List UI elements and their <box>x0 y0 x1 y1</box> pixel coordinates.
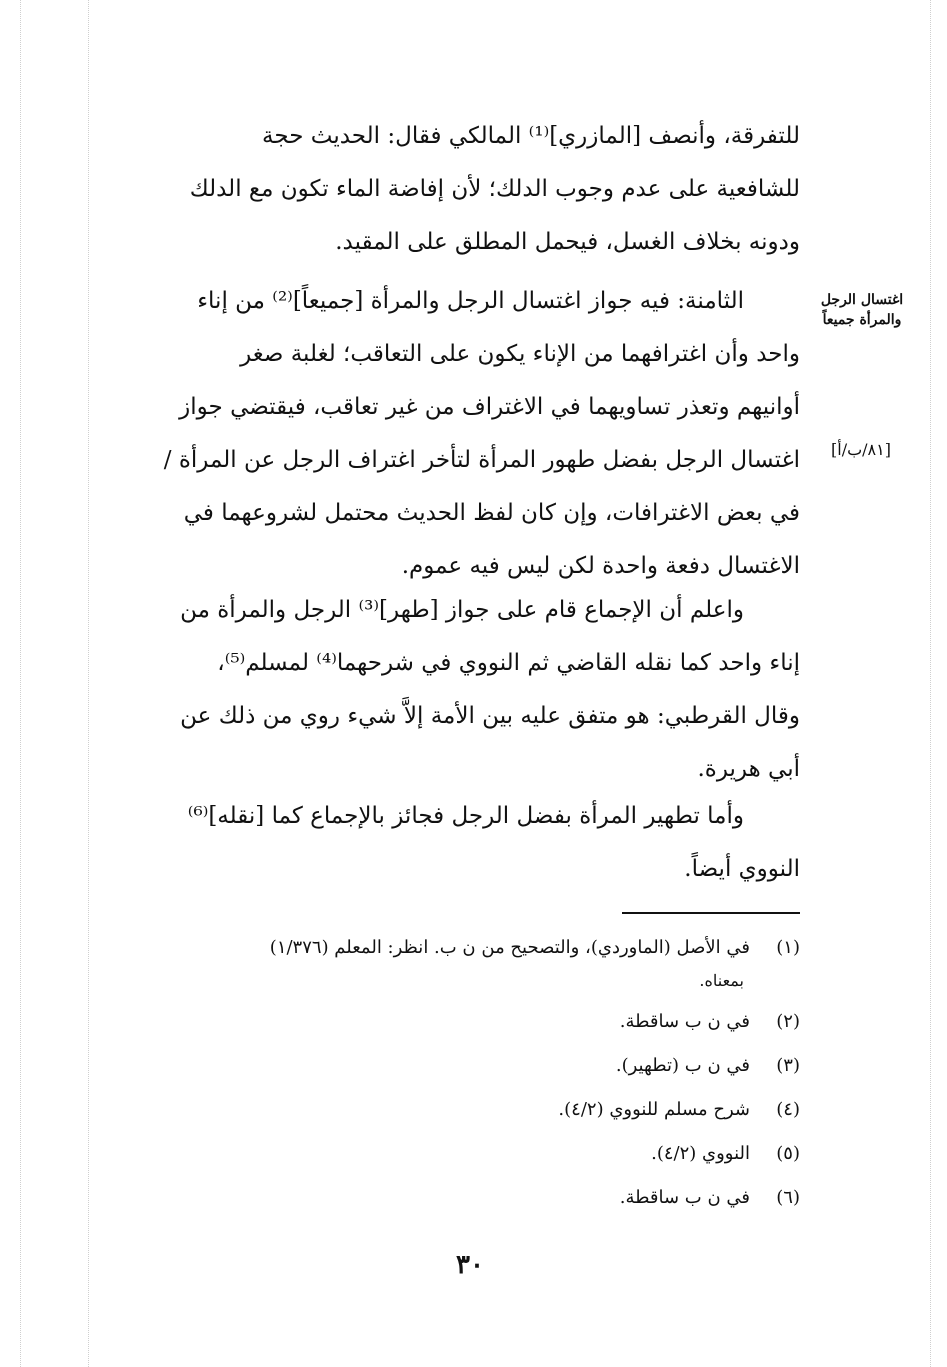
text-line: وقال القرطبي: هو متفق عليه بين الأمة إلاَّ شيء روي من ذلك عن <box>180 703 800 729</box>
footnotes <box>130 926 800 1220</box>
paragraph-3 <box>132 584 800 796</box>
text-line: الاغتسال دفعة واحدة لكن ليس فيه عموم. <box>401 553 800 579</box>
text-line: النووي أيضاً. <box>684 856 800 882</box>
text-line: للشافعية على عدم وجوب الدلك؛ لأن إفاضة الماء تكون مع الدلك <box>189 176 800 202</box>
footnote-text: في ن ب ساقطة. <box>619 1011 750 1032</box>
text-line: أوانيهم وتعذر تساويهما في الاغتراف من غير تعاقب، فيقتضي جواز <box>179 394 800 420</box>
text-line: واحد وأن اغترافهما من الإناء يكون على التعاقب؛ لغلبة صغر <box>240 341 800 367</box>
text-line: واعلم أن الإجماع قام على جواز [طهر]⁽³⁾ الرجل والمرأة من <box>180 597 744 623</box>
margin-topic-note: اغتسال الرجل والمرأة جميعاً <box>820 292 904 328</box>
footnote-number: (٢) <box>776 1011 800 1032</box>
text-line: إناء واحد كما نقله القاضي ثم النووي في شرحهما⁽⁴⁾ لمسلم⁽⁵⁾، <box>217 650 800 676</box>
text-line: أبي هريرة. <box>697 756 800 782</box>
footnote-text: في ن ب ساقطة. <box>619 1187 750 1208</box>
text-line: ودونه بخلاف الغسل، فيحمل المطلق على المقيد. <box>335 229 800 255</box>
footnote-text: في ن ب (تطهير). <box>615 1055 750 1076</box>
text-line: في بعض الاغترافات، وإن كان لفظ الحديث محتمل لشروعهما في <box>183 500 800 526</box>
footnote-number: (١) <box>776 937 800 958</box>
footnote-3 <box>130 1044 800 1088</box>
footnote-number: (٥) <box>776 1143 800 1164</box>
footnote-1 <box>130 926 800 970</box>
footnote-number: (٣) <box>776 1055 800 1076</box>
page-number: ٣٠ <box>456 1250 484 1280</box>
text-line: للتفرقة، وأنصف [المازري]⁽¹⁾ المالكي فقال: الحديث حجة <box>262 123 800 149</box>
footnote-1-continuation: بمعناه. <box>699 971 744 990</box>
footnote-separator <box>622 912 800 914</box>
text-line: اغتسال الرجل بفضل طهور المرأة لتأخر اغتراف الرجل عن المرأة / <box>163 447 800 473</box>
footnote-text: شرح مسلم للنووي (٤/٢). <box>558 1099 750 1120</box>
paragraph-2 <box>132 275 800 593</box>
footnote-text: النووي (٤/٢). <box>651 1143 750 1164</box>
paragraph-4 <box>132 790 800 896</box>
scan-guide-line <box>20 0 22 1367</box>
text-line: الثامنة: فيه جواز اغتسال الرجل والمرأة [جميعاً]⁽²⁾ من إناء <box>197 288 744 314</box>
text-line: وأما تطهير المرأة بفضل الرجل فجائز بالإجماع كما [نقله]⁽⁶⁾ <box>187 803 744 829</box>
paragraph-1 <box>132 110 800 269</box>
footnote-4 <box>130 1088 800 1132</box>
scan-guide-line <box>88 0 90 1367</box>
footnote-5 <box>130 1132 800 1176</box>
footnote-number: (٤) <box>776 1099 800 1120</box>
folio-marker: [٨١/ب/أ] <box>831 440 891 459</box>
footnote-2 <box>130 1000 800 1044</box>
footnote-6 <box>130 1176 800 1220</box>
scan-guide-line <box>930 0 932 1367</box>
footnote-number: (٦) <box>776 1187 800 1208</box>
footnote-text: في الأصل (الماوردي)، والتصحيح من ن ب. انظر: المعلم (١/٣٧٦) <box>269 937 750 958</box>
